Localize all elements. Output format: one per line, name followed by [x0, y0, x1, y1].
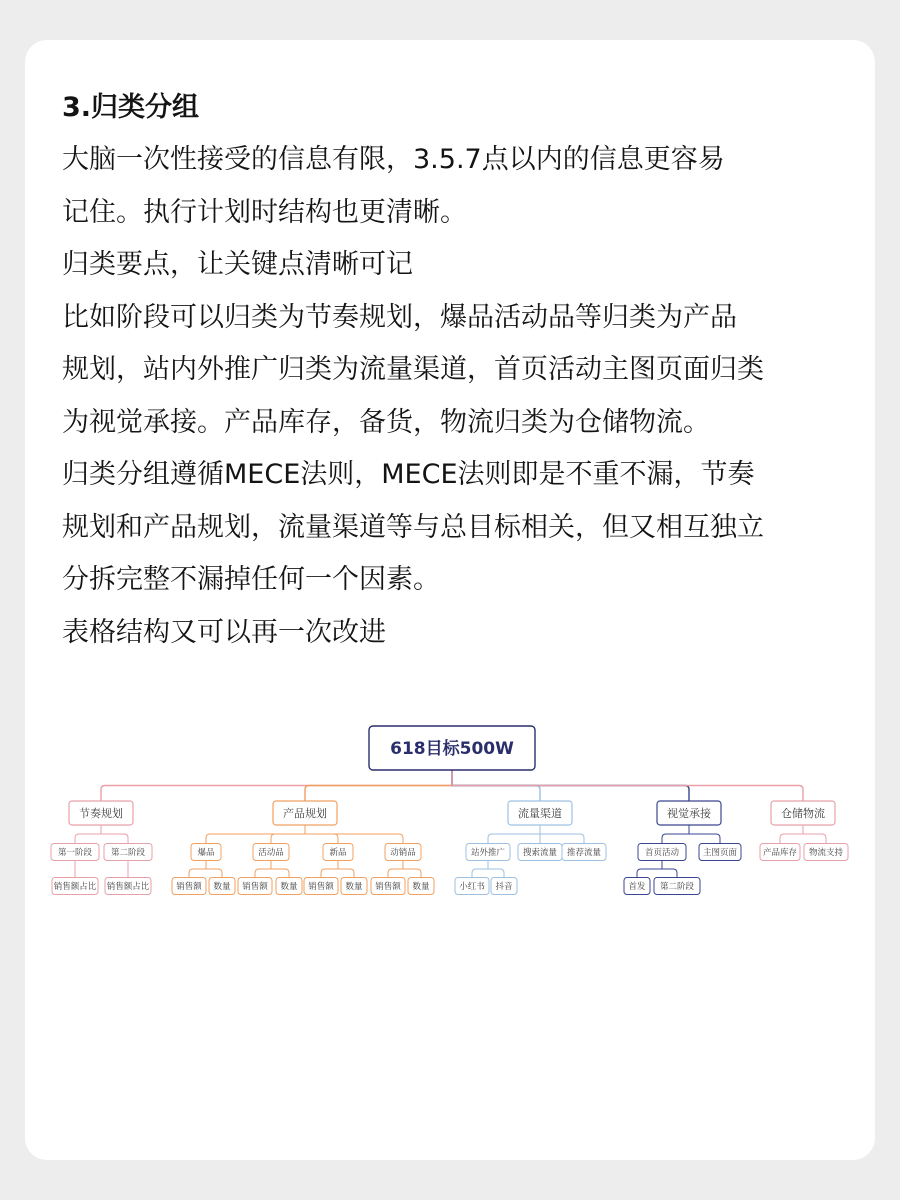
leaf-node	[654, 878, 700, 895]
leaf-node-label: 数量	[280, 882, 298, 893]
branch-node	[508, 801, 572, 825]
leaf-node	[455, 878, 489, 895]
paragraph-line: 归类分组遵循MECE法则，MECE法则即是不重不漏，节奏	[62, 459, 755, 490]
leaf-node	[341, 878, 367, 895]
leaf-node-label: 销售额占比	[106, 882, 150, 893]
connector-line	[637, 861, 662, 877]
leaf-node-label: 销售额占比	[53, 882, 97, 893]
connector-line	[206, 861, 222, 877]
paragraph-line: 记住。执行计划时结构也更清晰。	[62, 196, 467, 228]
subbranch-node-label: 物流支持	[808, 848, 844, 859]
branch-node-label: 产品规划	[283, 806, 327, 820]
connector-line	[305, 770, 452, 801]
connector-line	[403, 861, 421, 877]
subbranch-node	[562, 844, 606, 861]
paragraph-line: 比如阶段可以归类为节奏规划，爆品活动品等归类为产品	[62, 301, 737, 333]
paragraph-line: 归类要点，让关键点清晰可记	[62, 249, 413, 280]
subbranch-node	[638, 844, 686, 861]
leaf-node	[105, 878, 151, 895]
root-node-label: 618目标500W	[390, 739, 514, 760]
connector-line	[255, 861, 271, 877]
subbranch-node	[385, 844, 421, 861]
connector-line	[75, 825, 101, 843]
leaf-node	[624, 878, 650, 895]
leaf-node-label: 数量	[412, 882, 430, 893]
subbranch-node	[51, 844, 99, 861]
paragraph-line: 表格结构又可以再一次改进	[62, 616, 386, 648]
leaf-node	[408, 878, 434, 895]
branch-node-label: 视觉承接	[667, 806, 711, 820]
leaf-node	[491, 878, 517, 895]
paragraph-line: 规划和产品规划，流量渠道等与总目标相关，但又相互独立	[62, 511, 764, 543]
connector-line	[689, 825, 720, 843]
connector-line	[271, 825, 305, 843]
connector-line	[305, 825, 403, 843]
leaf-node	[172, 878, 206, 895]
connector-line	[803, 825, 826, 843]
subbranch-node	[104, 844, 152, 861]
leaf-node-label: 首发	[628, 882, 646, 893]
leaf-node-label: 第二阶段	[659, 882, 695, 893]
subbranch-node	[699, 844, 741, 861]
subbranch-node-label: 站外推广	[470, 848, 506, 859]
branch-node-label: 节奏规划	[79, 806, 123, 820]
leaf-node	[52, 878, 98, 895]
leaf-node-label: 数量	[213, 882, 231, 893]
leaf-node-label: 销售额	[176, 882, 202, 893]
connector-line	[662, 861, 677, 877]
connector-line	[338, 861, 354, 877]
leaf-node-label: 数量	[345, 882, 363, 893]
connector-line	[780, 825, 803, 843]
leaf-node-label: 抖音	[495, 882, 513, 893]
paragraph-line: 大脑一次性接受的信息有限，3.5.7点以内的信息更容易	[62, 144, 725, 175]
connector-line	[662, 825, 689, 843]
section-heading: 3.归类分组	[62, 92, 200, 123]
leaf-node	[276, 878, 302, 895]
subbranch-node	[804, 844, 848, 861]
subbranch-node-label: 活动品	[258, 848, 284, 859]
paragraph-line: 为视觉承接。产品库存，备货，物流归类为仓储物流。	[62, 406, 710, 438]
subbranch-node	[253, 844, 289, 861]
connector-line	[189, 861, 206, 877]
subbranch-node	[466, 844, 510, 861]
leaf-node	[209, 878, 235, 895]
connector-line	[540, 825, 584, 843]
leaf-node-label: 销售额	[375, 882, 401, 893]
branch-node	[657, 801, 721, 825]
branch-node-label: 流量渠道	[518, 806, 562, 820]
subbranch-node-label: 主图页面	[702, 848, 738, 859]
leaf-node	[304, 878, 338, 895]
branch-node	[69, 801, 133, 825]
paragraph-line: 分拆完整不漏掉任何一个因素。	[62, 564, 440, 595]
subbranch-node-label: 首页活动	[644, 848, 680, 859]
subbranch-node-label: 第一阶段	[57, 848, 93, 859]
subbranch-node	[760, 844, 800, 861]
subbranch-node-label: 新品	[329, 848, 347, 859]
connector-line	[488, 861, 504, 877]
branch-node	[771, 801, 835, 825]
root-node	[369, 726, 535, 770]
subbranch-node-label: 爆品	[197, 848, 215, 859]
leaf-node-label: 销售额	[308, 882, 334, 893]
branch-node	[273, 801, 337, 825]
leaf-node-label: 销售额	[242, 882, 268, 893]
subbranch-node	[323, 844, 353, 861]
connector-line	[388, 861, 403, 877]
leaf-node-label: 小红书	[459, 882, 485, 893]
subbranch-node-label: 产品库存	[762, 848, 798, 859]
connector-line	[472, 861, 488, 877]
connector-line	[488, 825, 540, 843]
leaf-node	[238, 878, 272, 895]
branch-node-label: 仓储物流	[781, 806, 825, 820]
connector-line	[101, 825, 128, 843]
paragraph-line: 规划，站内外推广归类为流量渠道，首页活动主图页面归类	[62, 354, 764, 385]
subbranch-node-label: 搜索流量	[522, 848, 558, 859]
subbranch-node-label: 第二阶段	[110, 848, 146, 859]
subbranch-node	[191, 844, 221, 861]
subbranch-node	[518, 844, 562, 861]
connector-line	[452, 770, 803, 801]
subbranch-node-label: 动销品	[390, 848, 416, 859]
subbranch-node-label: 推荐流量	[566, 848, 602, 859]
connector-line	[321, 861, 338, 877]
connector-line	[271, 861, 289, 877]
leaf-node	[371, 878, 405, 895]
